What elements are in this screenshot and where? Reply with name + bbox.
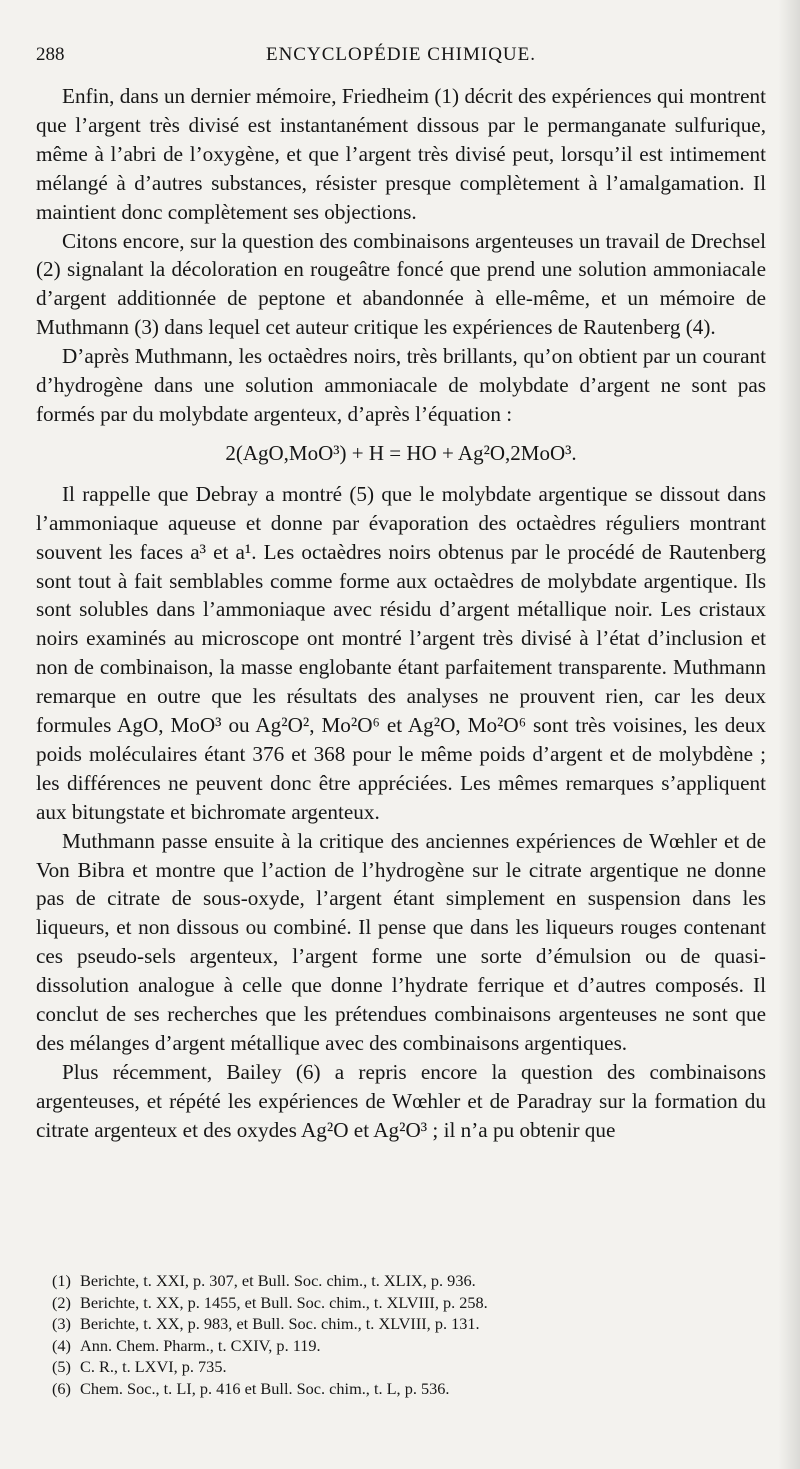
chemical-equation: 2(AgO,MoO³) + H = HO + Ag²O,2MoO³. [225,440,577,465]
footnote-text: Chem. Soc., t. LI, p. 416 et Bull. Soc. chim., t. L, p. 536. [80,1378,450,1398]
paragraph-bailey: Plus récemment, Bailey (6) a repris encore la question des combinaisons argenteuses, et répété les expériences de Wœhler et de Paradray sur la formation du citrate argenteux et des oxydes Ag²O et Ag²O³ ; il n’a pu obtenir que [36,1059,766,1142]
footnote-number: (1) [52,1271,71,1290]
footnote [52,1292,752,1314]
body-text [36,82,766,1145]
footnote-text: Berichte, t. XXI, p. 307, et Bull. Soc. chim., t. XLIX, p. 936. [80,1271,476,1290]
footnote [52,1270,752,1292]
page-gutter-shadow [778,0,800,1469]
footnote-text: C. R., t. LXVI, p. 735. [80,1357,227,1377]
footnote-text: Berichte, t. XX, p. 983, et Bull. Soc. chim., t. XLVIII, p. 131. [80,1314,480,1334]
footnotes [52,1270,752,1400]
footnote-number: (5) [52,1357,71,1377]
running-head [36,44,766,74]
footnote [52,1356,752,1378]
paragraph-drechsel: Citons encore, sur la question des combinaisons argenteuses un travail de Drechsel (2) signalant la décoloration en rougeâtre foncé que prend une solution ammoniacale d’argent additionnée de peptone et abandonnée à elle-même, et un mémoire de Muthmann (3) dans lequel cet auteur critique les expériences de Rautenberg (4). [36,228,766,340]
footnote-number: (6) [52,1378,71,1398]
footnote [52,1335,752,1357]
footnote-number: (2) [52,1292,71,1312]
page-number: 288 [36,44,65,65]
paragraph-friedheim: Enfin, dans un dernier mémoire, Friedheim (1) décrit des expériences qui montrent que l’argent très divisé est instantanément dissous par le permanganate sulfurique, même à l’abri de l’oxygène, et que l’argent très divisé peut, lorsqu’il est intimement mélangé à d’autres substances, résister presque complètement à l’amalgamation. Il maintient donc complètement ses objections. [36,84,766,224]
paragraph-woehler-critique: Muthmann passe ensuite à la critique des anciennes expériences de Wœhler et de Von Bibra et montre que l’action de l’hydrogène sur le citrate argentique ne donne pas de citrate de sous-oxyde, l’argent étant simplement en suspension dans les liqueurs, et non dissous ou combiné. Il pense que dans les liqueurs rouges contenant ces pseudo-sels argenteux, l’argent forme une sorte d’émulsion ou de quasi-dissolution analogue à celle que donne l’hydrate ferrique et d’autres composés. Il conclut de ses recherches que les prétendues combinaisons argenteuses ne sont que des mélanges d’argent métallique avec des combinaisons argentiques. [36,828,766,1055]
footnote-text: Ann. Chem. Pharm., t. CXIV, p. 119. [80,1335,321,1355]
running-title: ENCYCLOPÉDIE CHIMIQUE. [265,44,537,65]
footnote-text: Berichte, t. XX, p. 1455, et Bull. Soc. chim., t. XLVIII, p. 258. [80,1292,488,1312]
footnote-number: (3) [52,1314,71,1334]
paragraph-muthmann-octaedres: D’après Muthmann, les octaèdres noirs, très brillants, qu’on obtient par un courant d’hydrogène dans une solution ammoniacale de molybdate d’argent ne sont pas formés par du molybdate argenteux, d’après l’équation : [36,344,766,426]
paragraph-debray: Il rappelle que Debray a montré (5) que le molybdate argentique se dissout dans l’ammoniaque aqueuse et donne par évaporation des octaèdres réguliers montrant souvent les faces a³ et a¹. Les octaèdres noirs obtenus par le procédé de Rautenberg sont tout à fait semblables comme forme aux octaèdres de molybdate argentique. Ils sont solubles dans l’ammoniaque avec résidu d’argent métallique noir. Les cristaux noirs examinés au microscope ont montré l’argent très divisé à l’état d’inclusion et non de combinaison, la masse englobante étant parfaitement transparente. Muthmann remarque en outre que les résultats des analyses ne prouvent rien, car les deux formules AgO, MoO³ ou Ag²O², Mo²O⁶ et Ag²O, Mo²O⁶ sont très voisines, les deux poids moléculaires étant 376 et 368 pour le même poids d’argent et de molybdène ; les différences ne peuvent donc être appréciées. Les mêmes remarques s’appliquent aux bitungstate et bichromate argenteux. [36,481,766,824]
footnote [52,1313,752,1335]
footnote-number: (4) [52,1335,71,1355]
footnote [52,1378,752,1400]
